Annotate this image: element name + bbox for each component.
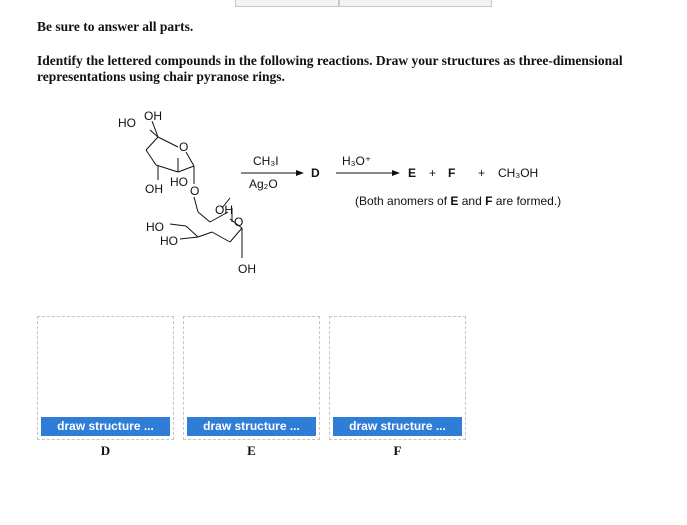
label-oh-bottom: OH [238,262,256,276]
label-ho-mid: HO [170,175,188,189]
draw-structure-button-e[interactable]: draw structure ... [187,417,316,436]
label-ho-top: HO [118,116,136,130]
label-ho-ring2a: HO [146,220,164,234]
label-ho-ring2b: HO [160,234,178,248]
question-line-1: Identify the lettered compounds in the following reactions. Draw your structures as three-dimensional [37,53,623,68]
label-oh-ring2: OH [215,203,233,217]
plus-1: + [429,166,437,180]
arrow-head-2 [392,170,400,176]
answer-label-e: E [247,443,256,458]
label-oh-top: OH [144,109,162,123]
product-f: F [448,166,456,180]
byproduct-ch3oh: CH₃OH [498,166,539,180]
reagent-ch3i: CH₃I [253,154,279,168]
instruction-text: Be sure to answer all parts. [37,19,194,34]
reagent-ag2o: Ag₂O [249,177,278,191]
product-e: E [408,166,417,180]
label-ring-o1: O [179,140,189,154]
reagent-h3o: H₃O⁺ [342,154,372,168]
answer-label-d: D [100,443,111,458]
anomer-note: (Both anomers of E and F are formed.) [355,194,562,208]
label-oh-left: OH [145,182,163,196]
label-ring-o2: O [234,215,244,229]
reaction-scheme [0,95,687,295]
arrow-head-1 [296,170,304,176]
answer-label-f: F [393,443,402,458]
question-line-2: representations using chair pyranose rings. [37,69,285,84]
top-tab-right [339,0,492,7]
plus-2: + [478,166,486,180]
draw-structure-button-f[interactable]: draw structure ... [333,417,462,436]
product-d: D [311,166,320,180]
top-tab-left [235,0,339,7]
draw-structure-button-d[interactable]: draw structure ... [41,417,170,436]
label-glyco-o: O [190,184,200,198]
